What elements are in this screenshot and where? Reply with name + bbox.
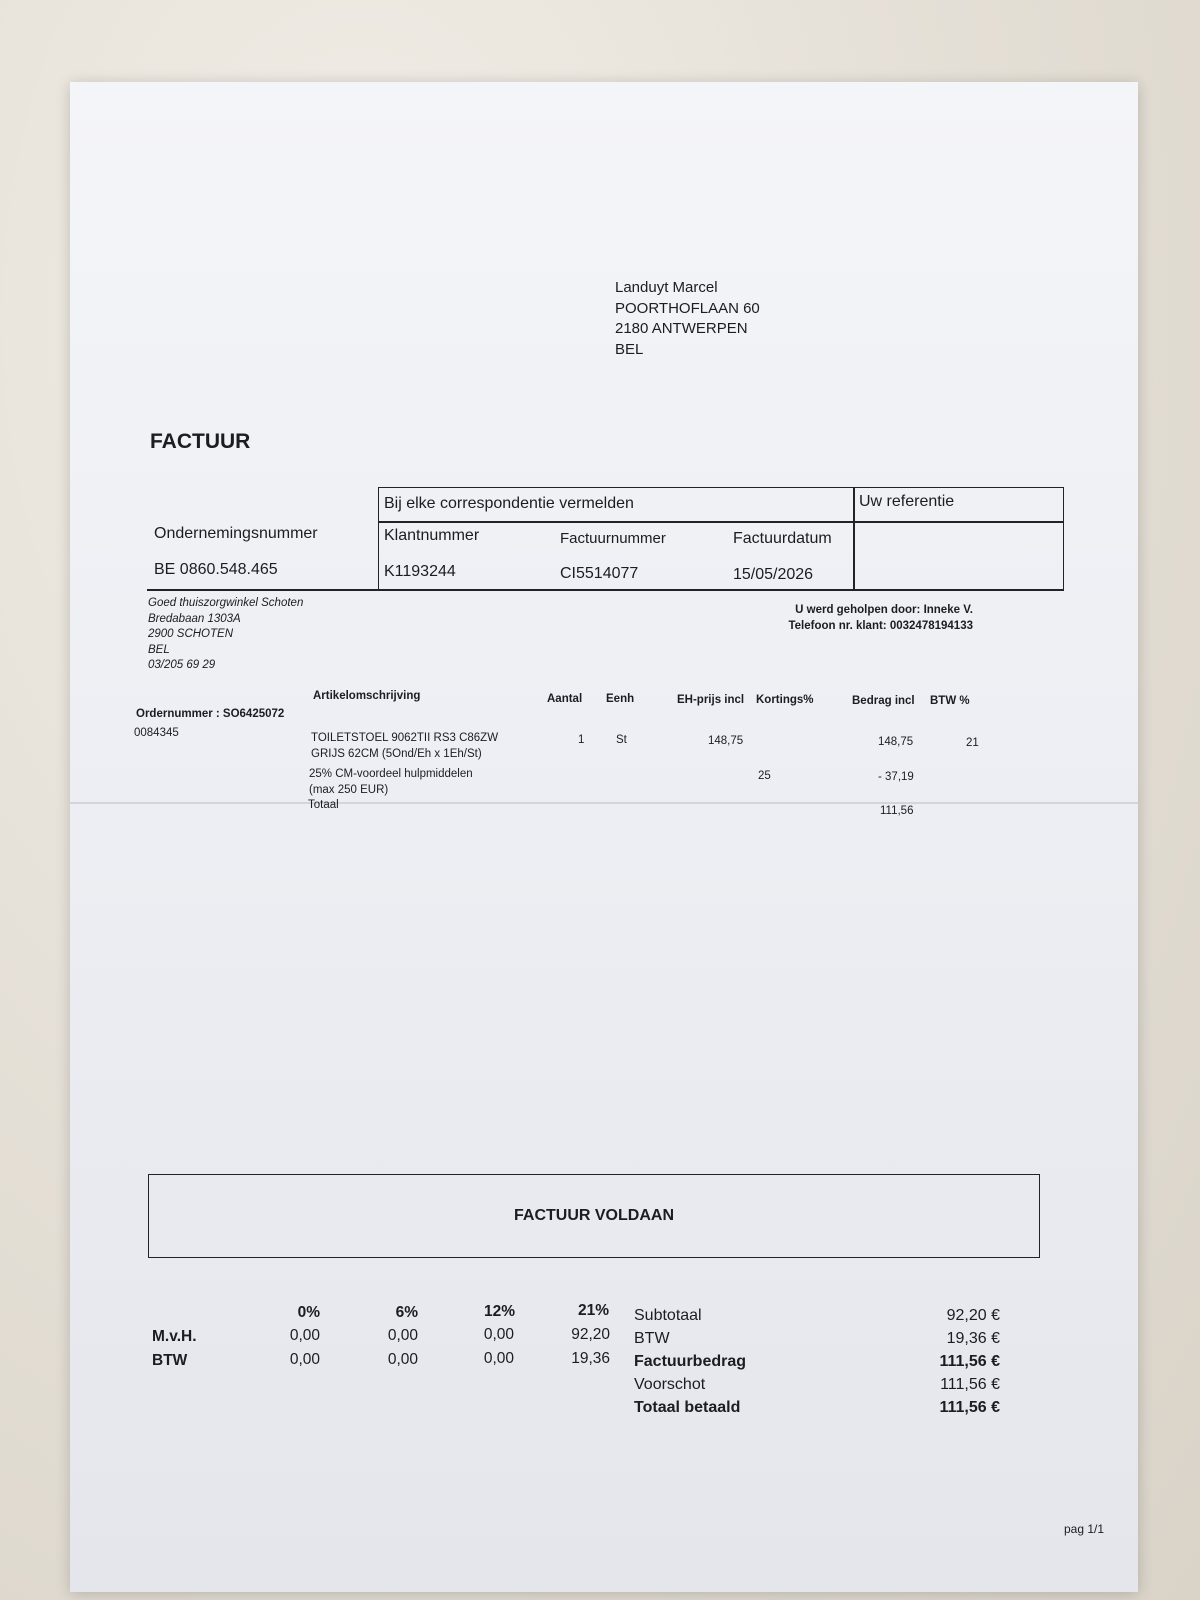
shop-name: Goed thuiszorgwinkel Schoten	[148, 597, 304, 609]
reference-header: Uw referentie	[859, 493, 955, 510]
invoice-number-label: Factuurnummer	[560, 530, 666, 547]
advance: 111,56 €	[940, 1376, 1000, 1393]
item-qty: 1	[578, 734, 585, 746]
discount-desc-line1: 25% CM-voordeel hulpmiddelen	[309, 768, 473, 780]
discount-amount: - 37,19	[878, 771, 914, 783]
company-number: BE 0860.548.465	[154, 561, 278, 578]
recipient-name: Landuyt Marcel	[615, 279, 718, 296]
advance-label: Voorschot	[634, 1376, 706, 1393]
vat-total-label: BTW	[634, 1330, 670, 1347]
reference-header-cell	[853, 487, 1064, 523]
item-vat: 21	[966, 737, 979, 749]
vat-row-label-btw: BTW	[152, 1352, 188, 1369]
recipient-address	[615, 278, 760, 360]
total-amount: 111,56	[880, 805, 914, 817]
company-number-label: Ondernemingsnummer	[154, 525, 318, 542]
client-phone: 0032478194133	[889, 620, 973, 632]
paid-stamp: FACTUUR VOLDAAN	[514, 1207, 674, 1224]
discount-percent: 25	[758, 770, 771, 782]
vat-rate-2: 12%	[483, 1303, 515, 1320]
btw-6: 0,00	[387, 1351, 418, 1368]
mvh-12: 0,00	[483, 1326, 514, 1343]
invoice-amount: 111,56 €	[939, 1353, 1000, 1370]
item-desc-line1: TOILETSTOEL 9062TII RS3 C86ZW	[311, 732, 499, 744]
order-code: 0084345	[134, 727, 179, 739]
order-number: Ordernummer : SO6425072	[136, 708, 285, 720]
btw-0: 0,00	[289, 1351, 320, 1368]
item-unit-price: 148,75	[708, 735, 744, 747]
item-desc-line2: GRIJS 62CM (5Ond/Eh x 1Eh/St)	[311, 748, 482, 760]
client-number-label: Klantnummer	[384, 527, 480, 544]
col-unit-price: EH-prijs incl	[677, 694, 745, 706]
discount-desc-line2: (max 250 EUR)	[309, 784, 389, 796]
col-unit: Eenh	[606, 693, 635, 705]
invoice-number: CI5514077	[560, 565, 639, 582]
vat-rate-0: 0%	[297, 1304, 320, 1321]
item-description	[311, 730, 498, 762]
paper-fold	[70, 802, 1138, 804]
contact-block	[788, 602, 973, 634]
item-amount: 148,75	[878, 736, 914, 748]
mvh-6: 0,00	[387, 1327, 418, 1344]
btw-12: 0,00	[483, 1350, 514, 1367]
recipient-city: 2180 ANTWERPEN	[615, 320, 748, 337]
col-qty: Aantal	[547, 693, 583, 705]
col-amount: Bedrag incl	[852, 695, 915, 707]
recipient-country: BEL	[615, 340, 644, 358]
helped-by: Inneke V.	[923, 604, 973, 616]
phone-label: Telefoon nr. klant:	[788, 620, 887, 632]
shop-phone: 03/205 69 29	[148, 659, 216, 671]
total-paid: 111,56 €	[939, 1399, 1000, 1416]
shop-address	[148, 596, 303, 674]
shop-city: 2900 SCHOTEN	[148, 628, 234, 640]
invoice-sheet	[70, 82, 1138, 1592]
item-unit: St	[616, 734, 627, 746]
paid-box	[148, 1174, 1040, 1258]
mvh-0: 0,00	[289, 1327, 320, 1344]
col-discount: Kortings%	[756, 694, 814, 706]
total-label: Totaal	[308, 799, 339, 811]
document-title: FACTUUR	[150, 430, 251, 453]
reference-cell	[853, 521, 1064, 590]
vat-row-label-mvh: M.v.H.	[152, 1328, 197, 1345]
invoice-date-label: Factuurdatum	[733, 530, 832, 547]
info-bottom-rule	[147, 589, 1064, 591]
vat-rate-3: 21%	[577, 1302, 609, 1319]
col-vat: BTW %	[930, 695, 970, 707]
vat-rate-1: 6%	[395, 1304, 418, 1321]
subtotal-label: Subtotaal	[634, 1307, 702, 1324]
subtotal: 92,20 €	[946, 1307, 1000, 1324]
invoice-amount-label: Factuurbedrag	[634, 1353, 747, 1370]
btw-21: 19,36	[571, 1350, 610, 1367]
shop-country: BEL	[148, 643, 170, 656]
discount-description	[309, 766, 473, 798]
mvh-21: 92,20	[571, 1326, 610, 1343]
client-number: K1193244	[384, 563, 456, 580]
mention-header: Bij elke correspondentie vermelden	[384, 495, 634, 512]
col-description: Artikelomschrijving	[313, 690, 421, 702]
invoice-date: 15/05/2026	[733, 566, 814, 583]
shop-street: Bredabaan 1303A	[148, 612, 241, 625]
vat-total: 19,36 €	[946, 1330, 1000, 1347]
total-paid-label: Totaal betaald	[634, 1399, 741, 1416]
page-number: pag 1/1	[1064, 1522, 1105, 1536]
helped-label: U werd geholpen door:	[795, 604, 921, 616]
mention-header-cell	[378, 487, 855, 523]
recipient-street: POORTHOFLAAN 60	[615, 299, 760, 317]
